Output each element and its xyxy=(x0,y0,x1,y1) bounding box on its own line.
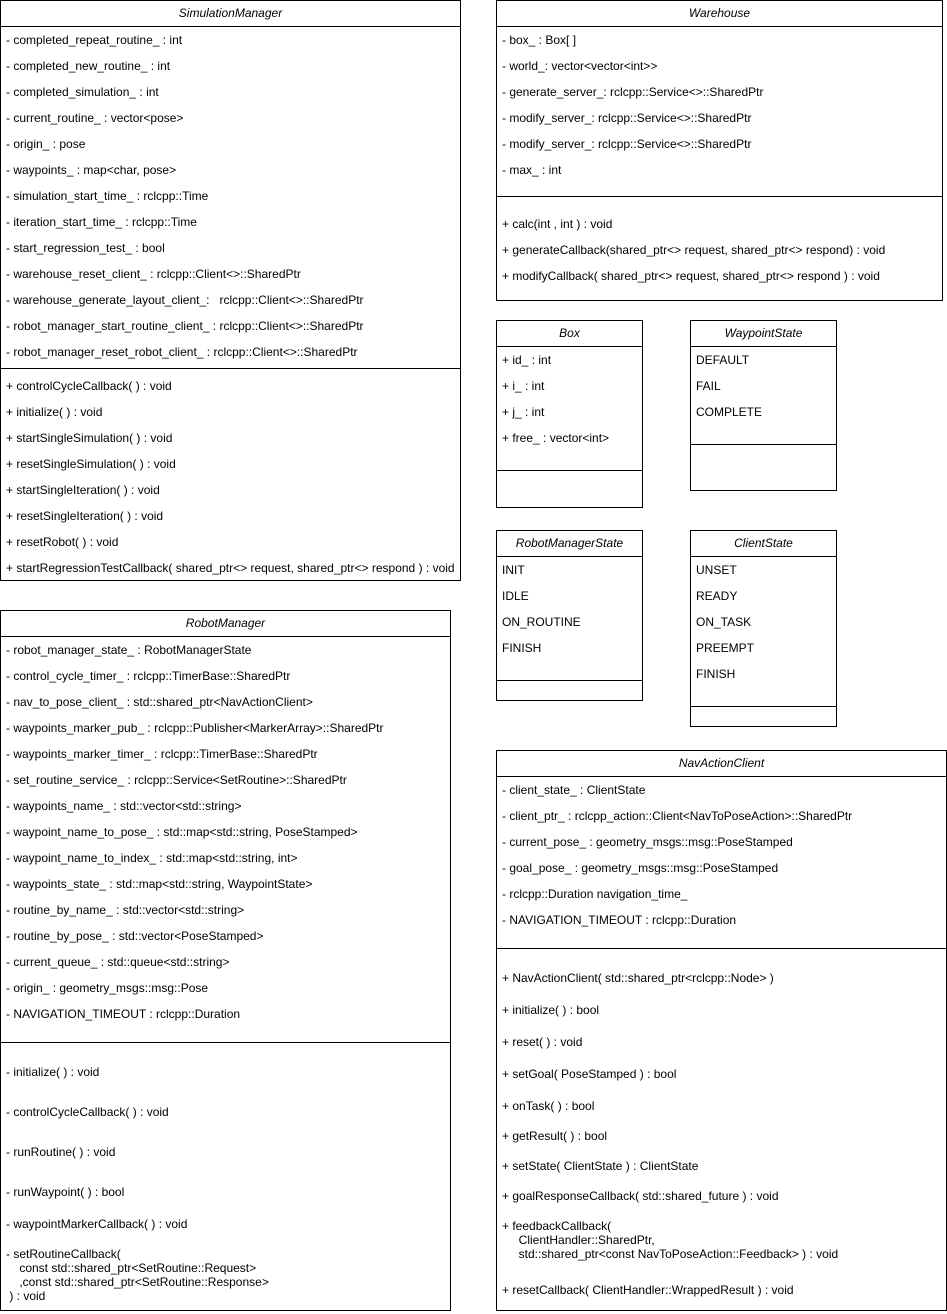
attribute: - start_regression_test_ : bool xyxy=(6,241,165,255)
attribute: - box_ : Box[ ] xyxy=(502,33,577,47)
class-simulation-manager[interactable] xyxy=(0,0,461,581)
attribute: ON_TASK xyxy=(696,615,752,629)
attribute: ON_ROUTINE xyxy=(502,615,581,629)
attribute: - robot_manager_state_ : RobotManagerState xyxy=(6,643,252,657)
method: - controlCycleCallback( ) : void xyxy=(6,1105,169,1119)
class-name: NavActionClient xyxy=(497,751,946,777)
attribute: UNSET xyxy=(696,563,737,577)
attribute: - waypoint_name_to_pose_ : std::map<std::string, PoseStamped> xyxy=(6,825,358,839)
method: + setGoal( PoseStamped ) : bool xyxy=(502,1067,677,1081)
method: + resetSingleSimulation( ) : void xyxy=(6,457,176,471)
attribute: IDLE xyxy=(502,589,529,603)
compartment-divider xyxy=(691,706,836,707)
attribute: - goal_pose_ : geometry_msgs::msg::PoseStamped xyxy=(502,861,779,875)
attribute: FINISH xyxy=(502,641,542,655)
attribute: + id_ : int xyxy=(502,353,552,367)
method: + resetRobot( ) : void xyxy=(6,535,119,549)
method: + NavActionClient( std::shared_ptr<rclcpp::Node> ) xyxy=(502,971,774,985)
attribute: - control_cycle_timer_ : rclcpp::TimerBase::SharedPtr xyxy=(6,669,291,683)
class-warehouse[interactable] xyxy=(496,0,943,301)
method: - runWaypoint( ) : bool xyxy=(6,1185,125,1199)
attribute: - routine_by_name_ : std::vector<std::string> xyxy=(6,903,245,917)
class-name: Box xyxy=(497,321,642,347)
attribute: - modify_server_: rclcpp::Service<>::SharedPtr xyxy=(502,111,752,125)
attribute: - routine_by_pose_ : std::vector<PoseStamped> xyxy=(6,929,264,943)
attribute: - completed_repeat_routine_ : int xyxy=(6,33,183,47)
method: + feedbackCallback( ClientHandler::SharedPtr, std::shared_ptr<const NavToPoseAction::Feedback> ) : void xyxy=(502,1219,839,1261)
method: - runRoutine( ) : void xyxy=(6,1145,116,1159)
method: - setRoutineCallback( const std::shared_ptr<SetRoutine::Request> ,const std::shared_ptr<SetRoutine::Response> ) : void xyxy=(6,1247,269,1303)
attribute: - current_pose_ : geometry_msgs::msg::PoseStamped xyxy=(502,835,793,849)
class-robot-manager[interactable] xyxy=(0,610,451,1311)
method: + generateCallback(shared_ptr<> request, shared_ptr<> respond) : void xyxy=(502,243,886,257)
class-robot-manager-state[interactable] xyxy=(496,530,643,701)
attribute: - completed_new_routine_ : int xyxy=(6,59,171,73)
attribute: - current_routine_ : vector<pose> xyxy=(6,111,184,125)
attribute: + free_ : vector<int> xyxy=(502,431,610,445)
class-nav-action-client[interactable] xyxy=(496,750,947,1311)
class-client-state[interactable] xyxy=(690,530,837,727)
method: + resetCallback( ClientHandler::WrappedResult ) : void xyxy=(502,1283,794,1297)
attribute: - waypoints_name_ : std::vector<std::string> xyxy=(6,799,242,813)
attribute: - iteration_start_time_ : rclcpp::Time xyxy=(6,215,197,229)
class-name: Warehouse xyxy=(497,1,942,27)
attribute: - robot_manager_start_routine_client_ : rclcpp::Client<>::SharedPtr xyxy=(6,319,364,333)
attribute: - set_routine_service_ : rclcpp::Service<SetRoutine>::SharedPtr xyxy=(6,773,347,787)
attribute: - modify_server_: rclcpp::Service<>::SharedPtr xyxy=(502,137,752,151)
method: + onTask( ) : bool xyxy=(502,1099,595,1113)
attribute: - waypoints_state_ : std::map<std::string, WaypointState> xyxy=(6,877,313,891)
method: + resetSingleIteration( ) : void xyxy=(6,509,164,523)
attribute: + i_ : int xyxy=(502,379,545,393)
attribute: PREEMPT xyxy=(696,641,755,655)
method: + startSingleIteration( ) : void xyxy=(6,483,160,497)
attribute: - simulation_start_time_ : rclcpp::Time xyxy=(6,189,209,203)
compartment-divider xyxy=(497,196,942,197)
compartment-divider xyxy=(497,680,642,681)
class-name: RobotManagerState xyxy=(497,531,642,557)
class-name: RobotManager xyxy=(1,611,450,637)
compartment-divider xyxy=(497,470,642,471)
class-name: ClientState xyxy=(691,531,836,557)
attribute: - origin_ : geometry_msgs::msg::Pose xyxy=(6,981,209,995)
attribute: FAIL xyxy=(696,379,721,393)
compartment-divider xyxy=(1,368,460,369)
attribute: - warehouse_generate_layout_client_: rclcpp::Client<>::SharedPtr xyxy=(6,293,364,307)
attribute: - nav_to_pose_client_ : std::shared_ptr<NavActionClient> xyxy=(6,695,313,709)
attribute: - world_: vector<vector<int>> xyxy=(502,59,658,73)
compartment-divider xyxy=(1,1042,450,1043)
attribute: - client_ptr_ : rclcpp_action::Client<NavToPoseAction>::SharedPtr xyxy=(502,809,853,823)
attribute: - waypoint_name_to_index_ : std::map<std::string, int> xyxy=(6,851,298,865)
attribute: - completed_simulation_ : int xyxy=(6,85,159,99)
attribute: FINISH xyxy=(696,667,736,681)
attribute: INIT xyxy=(502,563,525,577)
class-box[interactable] xyxy=(496,320,643,508)
compartment-divider xyxy=(497,948,946,949)
attribute: - current_queue_ : std::queue<std::string> xyxy=(6,955,230,969)
class-name: WaypointState xyxy=(691,321,836,347)
attribute: - NAVIGATION_TIMEOUT : rclcpp::Duration xyxy=(6,1007,241,1021)
method: + initialize( ) : bool xyxy=(502,1003,600,1017)
method: + initialize( ) : void xyxy=(6,405,103,419)
attribute: - generate_server_: rclcpp::Service<>::SharedPtr xyxy=(502,85,764,99)
method: + controlCycleCallback( ) : void xyxy=(6,379,172,393)
method: + startSingleSimulation( ) : void xyxy=(6,431,173,445)
attribute: COMPLETE xyxy=(696,405,763,419)
class-name: SimulationManager xyxy=(1,1,460,27)
attribute: + j_ : int xyxy=(502,405,545,419)
attribute: - waypoints_marker_timer_ : rclcpp::TimerBase::SharedPtr xyxy=(6,747,318,761)
attribute: - waypoints_ : map<char, pose> xyxy=(6,163,177,177)
attribute: - waypoints_marker_pub_ : rclcpp::Publisher<MarkerArray>::SharedPtr xyxy=(6,721,384,735)
attribute: - robot_manager_reset_robot_client_ : rclcpp::Client<>::SharedPtr xyxy=(6,345,358,359)
attribute: - max_ : int xyxy=(502,163,562,177)
attribute: READY xyxy=(696,589,738,603)
method: + setState( ClientState ) : ClientState xyxy=(502,1159,699,1173)
compartment-divider xyxy=(691,444,836,445)
attribute: - rclcpp::Duration navigation_time_ xyxy=(502,887,688,901)
method: + calc(int , int ) : void xyxy=(502,217,613,231)
attribute: - client_state_ : ClientState xyxy=(502,783,646,797)
method: - initialize( ) : void xyxy=(6,1065,100,1079)
method: + modifyCallback( shared_ptr<> request, shared_ptr<> respond ) : void xyxy=(502,269,880,283)
attribute: DEFAULT xyxy=(696,353,750,367)
method: + startRegressionTestCallback( shared_ptr<> request, shared_ptr<> respond ) : void xyxy=(6,561,455,575)
attribute: - warehouse_reset_client_ : rclcpp::Client<>::SharedPtr xyxy=(6,267,301,281)
method: + reset( ) : void xyxy=(502,1035,583,1049)
attribute: - origin_ : pose xyxy=(6,137,86,151)
method: - waypointMarkerCallback( ) : void xyxy=(6,1217,188,1231)
attribute: - NAVIGATION_TIMEOUT : rclcpp::Duration xyxy=(502,913,737,927)
method: + getResult( ) : bool xyxy=(502,1129,608,1143)
method: + goalResponseCallback( std::shared_future ) : void xyxy=(502,1189,779,1203)
class-waypoint-state[interactable] xyxy=(690,320,837,491)
